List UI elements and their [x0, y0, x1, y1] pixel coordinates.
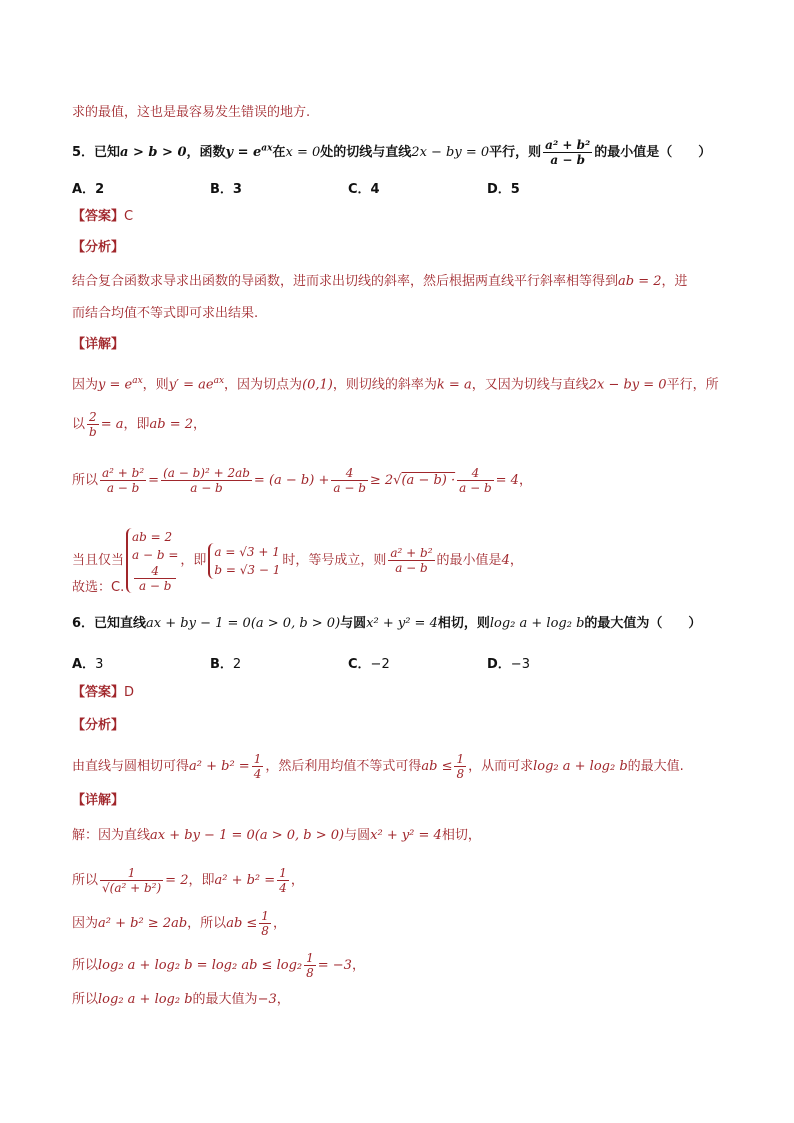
q6-d2-b: ，即 — [188, 873, 215, 888]
q6-answer-tag: 【答案】 — [72, 685, 125, 700]
q6-an-c: ，从而可求 — [468, 759, 534, 774]
q6-d5-m2: −3 — [257, 992, 277, 1007]
q5-options-2-label: C． — [348, 182, 371, 197]
q6-d1-c: 相切， — [441, 828, 481, 843]
q5-d4-f-num: a² + b² — [390, 546, 433, 560]
q6-d1-a: 解：因为直线 — [72, 828, 151, 843]
q5-cond: a > b > 0 — [120, 145, 187, 160]
q6-option-b[interactable] — [210, 653, 241, 672]
q6-options-0-value: 3 — [95, 657, 104, 672]
q6-tail: 的最大值为（ ） — [584, 616, 702, 631]
q5-d4-sol2: b = √3 − 1 — [214, 562, 281, 577]
q5-d3-a: 所以 — [72, 473, 99, 488]
fraction — [100, 866, 163, 895]
q6-d2-den: √(a² + b²) — [102, 881, 162, 895]
q6-d3-b: ，所以 — [187, 916, 227, 931]
q6-analysis-tag — [72, 716, 124, 736]
q6-d4-den: 8 — [306, 966, 314, 980]
q6-an-m1: a² + b² = — [189, 759, 250, 774]
q6-d5-b: 的最大值为 — [192, 992, 258, 1007]
q6-d4-a: 所以 — [72, 958, 99, 973]
q6-d2-num: 1 — [100, 866, 163, 881]
q6-an-b: ，然后利用均值不等式可得 — [265, 759, 422, 774]
q5-option-a[interactable] — [72, 178, 104, 197]
q6-detail-line2 — [72, 866, 304, 895]
q6-d5-a: 所以 — [72, 992, 99, 1007]
q5-choose: 故选：C. — [72, 580, 125, 595]
q5-answer — [72, 207, 133, 227]
q5-d1-m5: 2x − by = 0 — [588, 377, 667, 393]
q5-d4-b: ，即 — [180, 553, 207, 568]
fraction — [388, 546, 434, 575]
q5-fn-pre: ，函数 — [186, 145, 226, 160]
q5-d3-f3-num: 4 — [331, 466, 368, 481]
q6-d3-num: 1 — [261, 909, 269, 923]
fraction — [331, 466, 368, 495]
q5-d3-comma: ， — [518, 473, 532, 488]
q6-d2-c: ， — [290, 873, 304, 888]
q6-detail-tag — [72, 791, 124, 811]
q5-options-0-value: 2 — [95, 182, 105, 197]
q5-options-1-value: 3 — [232, 182, 242, 197]
q5-options-0-label: A． — [72, 182, 96, 197]
q5-analysis-tag — [72, 238, 124, 258]
q6-options-0-label: A． — [72, 657, 96, 672]
q6-detail-tag: 【详解】 — [72, 793, 125, 808]
q5-d4-sys2-den: a − b — [138, 579, 172, 593]
q6-detail-line3 — [72, 909, 286, 938]
q5-options-1-label: B． — [210, 182, 233, 197]
q6-label: 6．已知直线 — [72, 616, 147, 631]
q5-label: 5．已知 — [72, 145, 121, 160]
q5-option-b[interactable] — [210, 178, 242, 197]
q5-detail-line4 — [72, 528, 523, 593]
q6-option-a[interactable] — [72, 653, 103, 672]
q5-fn: y = e — [225, 145, 262, 160]
q6-detail-line5 — [72, 990, 290, 1010]
q5-d2-b: ，即 — [123, 417, 150, 432]
q6-d2-a: 所以 — [72, 873, 99, 888]
q6-d4-m2: = −3 — [317, 958, 352, 973]
q5-d3-f4-den: a − b — [459, 481, 492, 495]
q5-options-3-label: D． — [487, 182, 511, 197]
q5-d1-a: 因为 — [72, 377, 99, 393]
q5-d1-m4: k = a — [436, 377, 472, 393]
q6-d3-a: 因为 — [72, 916, 99, 931]
q6-options-1-label: B． — [210, 657, 233, 672]
q5-d1-m3: (0,1) — [302, 377, 333, 393]
q5-detail-tag: 【详解】 — [72, 337, 125, 352]
q6-d4-m1: log₂ a + log₂ b = log₂ ab ≤ log₂ — [98, 958, 303, 973]
q5-analysis-line2 — [72, 304, 258, 324]
q6-answer — [72, 683, 134, 703]
q6-d2-m1: = 2 — [165, 873, 189, 888]
fraction — [304, 951, 316, 980]
q6-d1-m2: (a > 0, b > 0) — [254, 828, 345, 843]
q5-d3-sqrt-a: (a − b) · — [401, 473, 456, 488]
q5-d1-m1: y = e — [98, 377, 133, 393]
q5-d3-f1-den: a − b — [106, 481, 140, 495]
q5-detail-line2 — [72, 410, 206, 439]
q5-option-c[interactable] — [348, 178, 380, 197]
q6-d3-m2: ab ≤ — [226, 916, 258, 931]
q5-tangent-text: 处的切线与直线 — [320, 145, 412, 160]
q6-circle: x² + y² = 4 — [366, 616, 438, 631]
intro-text: 求的最值，这也是最容易发生错误的地方. — [72, 105, 311, 120]
q6-option-d[interactable] — [487, 653, 530, 672]
q6-options-2-value: −2 — [370, 657, 390, 672]
q6-line: ax + by − 1 = 0 — [146, 616, 251, 631]
q6-d2-den2: 4 — [279, 881, 287, 895]
q5-d1-b: ，则 — [142, 377, 169, 393]
fraction — [454, 752, 466, 781]
fraction — [277, 866, 289, 895]
q5-frac-den: a − b — [550, 153, 585, 167]
fraction — [100, 466, 146, 495]
q6-an-num2: 1 — [456, 752, 465, 766]
q6-stem — [72, 614, 701, 634]
q5-d1-c: ，因为切点为 — [224, 377, 303, 393]
q5-d1-sup2: ax — [213, 376, 225, 386]
q6-an-num1: 1 — [253, 752, 262, 766]
intro-line — [72, 103, 310, 123]
q5-d2-num: 2 — [87, 410, 99, 425]
q5-choose — [72, 578, 124, 598]
q6-an-a: 由直线与圆相切可得 — [72, 759, 190, 774]
q6-d5-c: ， — [276, 992, 290, 1007]
q6-answer: D — [124, 685, 135, 700]
q6-d2-m2: a² + b² = — [214, 873, 276, 888]
q5-d2-c: ， — [193, 417, 207, 432]
q5-analysis-line1-a: 结合复合函数求导求出函数的导函数，进而求出切线的斜率，然后根据两直线平行斜率相等得到 — [72, 274, 619, 289]
q5-d2-a: 以 — [72, 417, 86, 432]
fraction — [161, 466, 252, 495]
q5-d3-f2-num: (a − b)² + 2ab — [163, 466, 250, 480]
q5-d2-m1: = a — [100, 417, 124, 432]
q5-x0: x = 0 — [285, 145, 321, 160]
q5-analysis-line1-m: ab = 2 — [618, 274, 662, 289]
q5-d3-f2-den: a − b — [190, 481, 223, 495]
q6-d3-m1: a² + b² ≥ 2ab — [98, 916, 188, 931]
q6-options-3-value: −3 — [510, 657, 530, 672]
fraction — [87, 410, 99, 439]
q5-fn-sup: ax — [261, 143, 273, 154]
q5-d1-sup1: ax — [132, 376, 143, 386]
q5-d1-d: ，则切线的斜率为 — [332, 377, 437, 393]
q5-parallel: 平行，则 — [489, 145, 542, 160]
q5-frac-num: a² + b² — [545, 138, 591, 152]
q6-d1-m1: ax + by − 1 = 0 — [150, 828, 255, 843]
q5-d1-m2: y′ = ae — [168, 377, 214, 393]
q5-options-2-value: 4 — [370, 182, 380, 197]
q5-analysis-line2: 而结合均值不等式即可求出结果. — [72, 306, 259, 321]
q6-d3-den: 8 — [261, 924, 269, 938]
q5-d1-e: ，又因为切线与直线 — [471, 377, 589, 393]
q5-d2-den: b — [89, 425, 97, 439]
q6-d2-num2: 1 — [279, 866, 287, 880]
equation-system — [208, 543, 280, 579]
q5-tail: 的最小值是（ ） — [594, 145, 712, 160]
q6-expr: log₂ a + log₂ b — [489, 616, 585, 631]
q5-d3-f4-num: 4 — [457, 466, 494, 481]
q5-options-3-value: 5 — [510, 182, 520, 197]
q5-analysis-line1-b: ，进 — [661, 274, 688, 289]
q5-d1-f: 平行，所 — [666, 377, 719, 393]
q5-d2-m2: ab = 2 — [149, 417, 194, 432]
q5-detail-tag — [72, 335, 124, 355]
q5-fraction — [543, 138, 592, 167]
fraction — [259, 909, 271, 938]
q5-analysis-line1 — [72, 272, 688, 292]
q5-d3-eq1: = — [148, 473, 160, 488]
q6-analysis-line — [72, 752, 684, 781]
q5-d3-end: = 4 — [495, 473, 519, 488]
q6-an-d: 的最大值. — [627, 759, 684, 774]
q5-analysis-tag: 【分析】 — [72, 240, 125, 255]
q6-detail-line4 — [72, 951, 365, 980]
q6-detail-line1 — [72, 826, 481, 846]
q5-d4-a: 当且仅当 — [72, 553, 125, 568]
q5-at: 在 — [272, 145, 286, 160]
q5-d3-f3-den: a − b — [333, 481, 366, 495]
q5-d3-eq2: = (a − b) + — [253, 473, 330, 488]
q6-an-den1: 4 — [253, 767, 262, 781]
fraction — [134, 564, 176, 593]
q5-d3-f1-num: a² + b² — [102, 466, 145, 480]
q6-d1-m3: x² + y² = 4 — [370, 828, 442, 843]
q5-d4-f-den: a − b — [395, 561, 428, 575]
fraction — [252, 752, 264, 781]
q5-stem — [72, 138, 711, 167]
q6-d4-num: 1 — [306, 951, 314, 965]
q6-d5-m1: log₂ a + log₂ b — [98, 992, 193, 1007]
q5-d4-sys2-num: 4 — [134, 564, 176, 579]
q5-d4-m: 4 — [501, 553, 510, 568]
q6-options-3-label: D． — [487, 657, 511, 672]
q5-detail-line3 — [72, 466, 532, 495]
q6-analysis-tag: 【分析】 — [72, 718, 125, 733]
q6-d4-b: ， — [351, 958, 365, 973]
q5-answer-tag: 【答案】 — [72, 209, 125, 224]
q5-d4-sys1: ab = 2 — [132, 530, 173, 544]
q6-options-2-label: C． — [348, 657, 371, 672]
q5-detail-line1 — [72, 371, 719, 395]
q5-d3-ge: ≥ 2√ — [369, 473, 402, 488]
q6-tangent: 相切，则 — [437, 616, 490, 631]
q5-d4-d: 的最小值是 — [436, 553, 502, 568]
q5-d4-sol1: a = √3 + 1 — [214, 544, 280, 559]
q5-answer: C — [124, 209, 134, 224]
q6-with: 与圆 — [340, 616, 367, 631]
q6-an-den2: 8 — [456, 767, 465, 781]
q6-an-m2: ab ≤ — [421, 759, 453, 774]
q6-an-m3: log₂ a + log₂ b — [533, 759, 628, 774]
fraction — [457, 466, 494, 495]
q5-d4-sys2a: a − b = — [132, 548, 179, 562]
q5-option-d[interactable] — [487, 178, 520, 197]
equation-system — [126, 528, 178, 593]
q5-d4-c: 时，等号成立，则 — [282, 553, 387, 568]
q5-line-eq: 2x − by = 0 — [411, 145, 490, 160]
q6-cond: (a > 0, b > 0) — [250, 616, 341, 631]
q6-d1-b: 与圆 — [344, 828, 371, 843]
q5-d4-e: ， — [509, 553, 523, 568]
q6-d3-c: ， — [272, 916, 286, 931]
q6-option-c[interactable] — [348, 653, 390, 672]
q6-options-1-value: 2 — [232, 657, 242, 672]
